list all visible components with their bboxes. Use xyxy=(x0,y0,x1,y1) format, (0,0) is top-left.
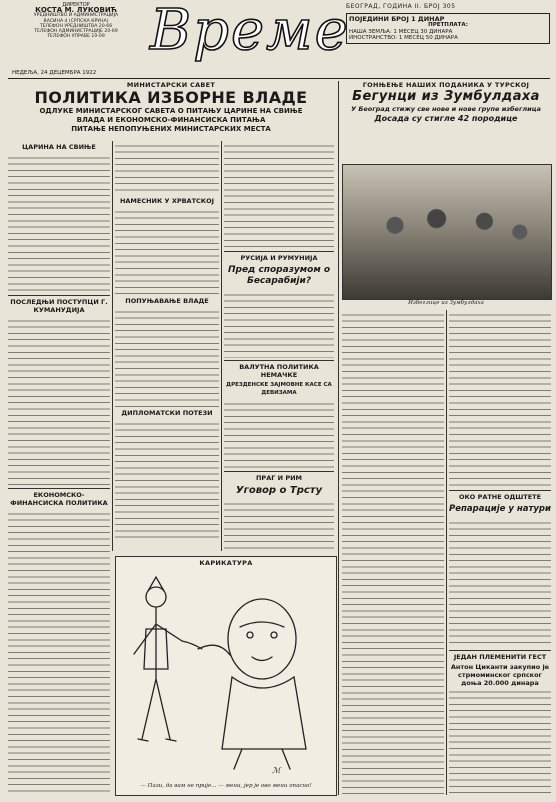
lead-deck: ПИТАЊЕ НЕПОПУЊЕНИХ МИНИСТАРСКИХ МЕСТА xyxy=(71,125,271,133)
issue-date: НЕДЕЉА, 24 ДЕЦЕМБРА 1922 xyxy=(12,70,97,76)
article-text-block xyxy=(449,310,551,488)
section-heading: ЦАРИНА НА СВИЊЕ xyxy=(22,143,96,151)
section-heading: ЈЕДАН ПЛЕМЕНИТИ ГЕСТ xyxy=(453,653,547,661)
column-right-a xyxy=(342,310,444,795)
section-heading: ОКО РАТНЕ ОДШТЕТЕ xyxy=(458,493,542,501)
subscription-box xyxy=(346,13,550,44)
director-name: КОСТА М. ЛУКОВИЋ xyxy=(35,6,117,15)
lead-headline: ПОЛИТИКА ИЗБОРНЕ ВЛАДЕ xyxy=(34,88,308,107)
section-heading: ПРАГ И РИМ xyxy=(255,474,302,482)
cartoon-title: КАРИКАТУРА xyxy=(199,559,253,567)
article-text-block xyxy=(224,141,334,249)
masthead-issue-info xyxy=(346,3,550,44)
lead-deck: ВЛАДА И ЕКОНОМСКО-ФИНАНСИСКА ПИТАЊА xyxy=(76,116,266,124)
section-heading: ПОСЛЕДЊИ ПОСТУПЦИ Г. КУМАНУДИЈА xyxy=(10,298,108,314)
section-heading: ЕКОНОМСКО-ФИНАНСИСКА ПОЛИТИКА xyxy=(10,491,108,507)
middle-subhead: ДРЕЗДЕНСКЕ ЗАЈМОВНЕ КАСЕ СА ДЕВИЗАМА xyxy=(226,382,332,396)
right-kicker: ГОНЊЕЊЕ НАШИХ ПОДАНИКА У ТУРСКОЈ xyxy=(362,81,530,89)
middle-headline: Уговор о Трсту xyxy=(235,485,323,496)
info-line: ТЕЛЕФОН УПРАВЕ 10-09 xyxy=(47,34,105,40)
issue-price: ПОЈЕДИНИ БРОЈ 1 ДИНАР xyxy=(349,15,445,23)
issue-topline: БЕОГРАД, ГОДИНА II. БРОЈ 305 xyxy=(346,3,456,10)
lead-article-header xyxy=(8,81,334,139)
svg-text:ℳ: ℳ xyxy=(272,766,281,775)
masthead-publisher-info xyxy=(16,3,136,39)
newspaper-logo: Време xyxy=(150,0,350,63)
article-text-block xyxy=(115,419,219,539)
article-text-block xyxy=(8,153,110,293)
article-text-block xyxy=(224,499,334,551)
director-label: ДИРЕКТОР xyxy=(62,2,90,8)
article-text-block xyxy=(449,687,551,795)
info-line: УРЕДНИШТВО И АДМИНИСТРАЦИЈА xyxy=(33,13,119,19)
subscription-title: ПРЕТПЛАТА: xyxy=(428,22,468,29)
info-line: ВАСИНА 4 (СРПСКА КРУНА) xyxy=(43,18,109,24)
column-2 xyxy=(115,141,219,551)
column-right-b xyxy=(449,310,551,795)
cartoon-caption: — Пази, да вам не прије... — мени, јер је ово мени опасно! xyxy=(140,783,312,789)
article-text-block xyxy=(224,399,334,469)
subscription-line: ИНОСТРАНСТВО: 1 МЕСЕЦ 50 ДИНАРА xyxy=(349,34,458,41)
subscription-line: НАША ЗЕМЉА: 1 МЕСЕЦ 30 ДИНАРА xyxy=(349,28,453,35)
article-text-block xyxy=(8,316,110,486)
column-rule xyxy=(112,141,113,551)
column-rule xyxy=(221,141,222,551)
right-headline: Бегунци из Зумбулдаха xyxy=(352,89,540,104)
article-text-block xyxy=(115,141,219,195)
masthead xyxy=(0,0,556,80)
refugees-photo xyxy=(342,164,552,300)
article-text-block xyxy=(342,310,444,795)
info-line: ТЕЛЕФОН АДМИНИСТРАЦИЈЕ 20-69 xyxy=(34,29,118,35)
article-text-block xyxy=(8,509,110,795)
info-line: ТЕЛЕФОН УРЕДНИШТВА 20-66 xyxy=(39,23,113,29)
article-text-block xyxy=(115,307,219,407)
masthead-rule xyxy=(8,78,550,79)
section-heading: РУСИЈА И РУМУНИЈА xyxy=(240,254,318,262)
article-text-block xyxy=(115,207,219,295)
column-rule xyxy=(338,81,339,795)
middle-headline: Пред споразумом о Бесарабији? xyxy=(227,265,331,286)
right-deck: Досада су стигле 42 породице xyxy=(374,114,518,123)
cartoon-panel xyxy=(115,556,337,796)
lead-deck: ОДЛУКЕ МИНИСТАРСКОГ САВЕТА О ПИТАЊУ ЦАРИНЕ НА СВИЊЕ xyxy=(39,107,303,115)
section-heading: ДИПЛОМАТСКИ ПОТЕЗИ xyxy=(121,409,213,417)
column-3 xyxy=(224,141,334,551)
column-1 xyxy=(8,141,110,795)
right-subheadline: Репарације у натури xyxy=(449,504,551,514)
lead-kicker: МИНИСТАРСКИ САВЕТ xyxy=(126,81,216,89)
right-deck-three: Антон Циканти закупио је стрмоминског српског доња 20.000 динара xyxy=(450,663,550,687)
section-heading: ВАЛУТНА ПОЛИТИКА НЕМАЧКЕ xyxy=(239,363,319,379)
article-text-block xyxy=(224,290,334,358)
photo-caption: Избеглице из Зумбулдаха xyxy=(408,300,484,306)
right-deck: У Београд стижу све нове и нове групе избеглица xyxy=(351,105,541,113)
column-rule xyxy=(446,310,447,795)
cartoon-drawing xyxy=(122,569,330,779)
article-text-block xyxy=(449,518,551,648)
section-heading: НАМЕСНИК У ХРВАТСКОЈ xyxy=(119,197,215,205)
section-heading: ПОПУЊАВАЊЕ ВЛАДЕ xyxy=(125,297,209,305)
right-article-header xyxy=(342,81,550,163)
